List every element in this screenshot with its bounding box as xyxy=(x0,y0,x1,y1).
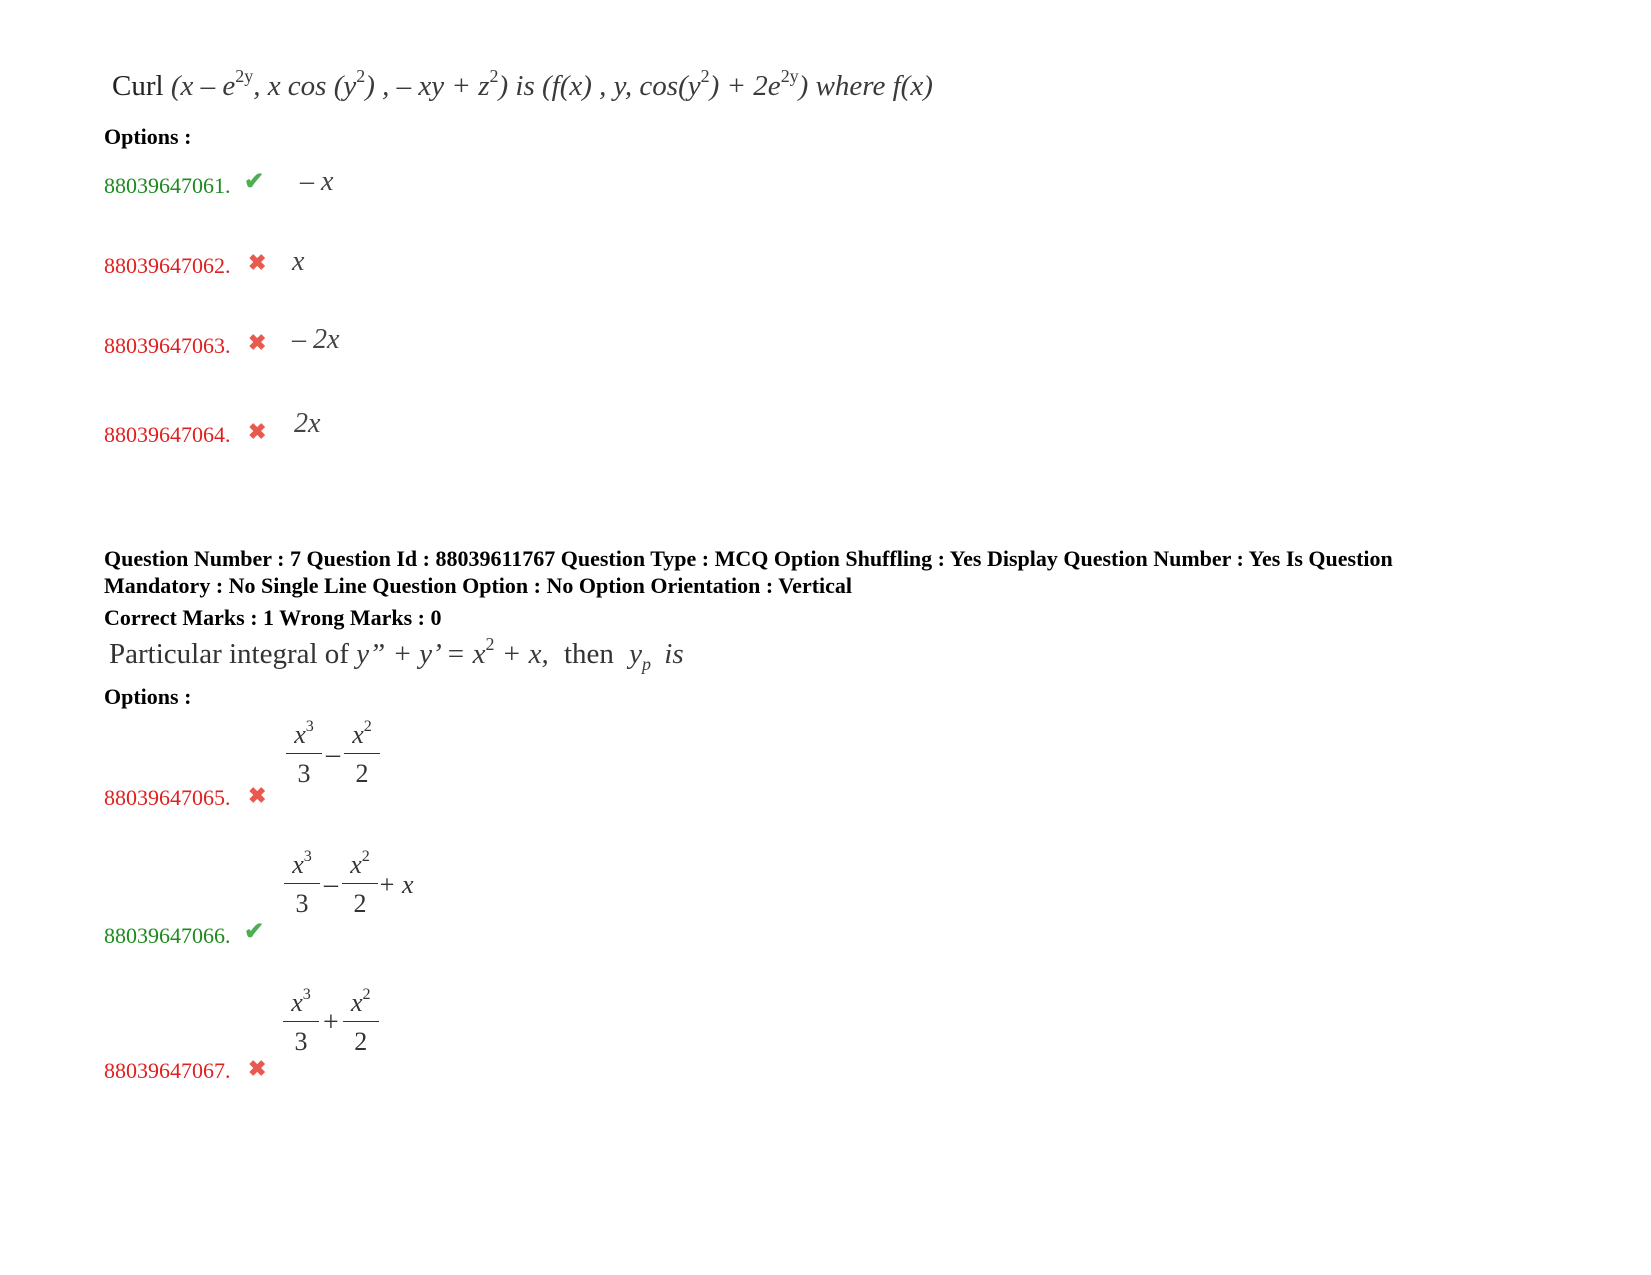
stem-part: ) , – xy + z xyxy=(365,70,490,102)
stem-exp: 2 xyxy=(700,65,710,86)
numerator: x xyxy=(352,720,364,749)
cross-icon: ✖ xyxy=(248,250,267,275)
exponent: 2 xyxy=(363,717,372,735)
option-id: 88039647062. xyxy=(104,253,231,278)
denominator: 2 xyxy=(355,759,369,788)
option-id: 88039647064. xyxy=(104,422,231,447)
question-1-stem xyxy=(112,65,933,102)
stem-part: , x cos (y xyxy=(253,70,357,102)
denominator: 3 xyxy=(295,889,309,918)
operator: – xyxy=(326,738,340,770)
meta-line: Mandatory : No Single Line Question Option : No Option Orientation : Vertical xyxy=(104,573,853,598)
fraction xyxy=(342,847,378,918)
stem-part: ) where f(x) xyxy=(798,70,933,102)
option-id: 88039647065. xyxy=(104,785,231,810)
exponent: 2 xyxy=(361,847,370,865)
check-icon: ✔ xyxy=(244,919,265,945)
fraction xyxy=(283,985,319,1056)
numerator: x xyxy=(292,850,304,879)
marks-line: Correct Marks : 1 Wrong Marks : 0 xyxy=(104,605,442,630)
option-answer: – x xyxy=(300,166,334,197)
question-2-stem xyxy=(109,633,684,674)
numerator: x xyxy=(350,850,362,879)
stem-part: ) is (f(x) , y, cos(y xyxy=(498,70,701,102)
option-id: 88039647066. xyxy=(104,923,231,948)
cross-icon: ✖ xyxy=(248,419,267,444)
option-answer: x xyxy=(292,246,305,277)
stem-then: then xyxy=(563,638,614,670)
stem-lead: Particular integral of xyxy=(109,638,349,670)
fraction xyxy=(286,717,322,788)
fraction xyxy=(284,847,320,918)
exponent: 3 xyxy=(302,985,311,1003)
stem-exp: 2 xyxy=(356,65,366,86)
option-id: 88039647061. xyxy=(104,173,231,198)
denominator: 3 xyxy=(297,759,311,788)
stem-part: ) + 2e xyxy=(709,70,781,102)
option-answer: 2x xyxy=(294,408,321,439)
extra-term: + x xyxy=(378,869,414,899)
numerator: x xyxy=(291,988,303,1017)
denominator: 2 xyxy=(353,889,367,918)
meta-line: Question Number : 7 Question Id : 88039611767 Question Type : MCQ Option Shuffling : Yes Display Question Number : Yes Is Question xyxy=(104,546,1393,571)
fraction xyxy=(343,985,379,1056)
denominator: 3 xyxy=(294,1027,308,1056)
check-icon: ✔ xyxy=(244,169,265,195)
denominator: 2 xyxy=(354,1027,368,1056)
stem-is: is xyxy=(664,638,684,670)
exponent: 3 xyxy=(305,717,314,735)
question-meta xyxy=(104,545,1564,599)
numerator: x xyxy=(294,720,306,749)
option-answer xyxy=(284,847,414,918)
options-label: Options : xyxy=(104,684,192,709)
exponent: 2 xyxy=(362,985,371,1003)
curl-label: Curl xyxy=(112,70,164,102)
option-answer xyxy=(286,717,380,788)
stem-y: y xyxy=(629,638,643,670)
stem-exp: 2y xyxy=(780,65,799,86)
cross-icon: ✖ xyxy=(248,1056,267,1081)
stem-exp: 2 xyxy=(485,633,495,654)
numerator: x xyxy=(350,988,363,1017)
cross-icon: ✖ xyxy=(248,783,267,808)
option-id: 88039647063. xyxy=(104,333,231,358)
stem-eq: y” + y’ = x xyxy=(356,638,486,670)
stem-sub: p xyxy=(642,653,652,674)
option-answer: – 2x xyxy=(292,324,340,355)
operator: – xyxy=(324,868,338,900)
stem-part: (x – e xyxy=(170,70,236,102)
stem-exp: 2 xyxy=(489,65,499,86)
cross-icon: ✖ xyxy=(248,330,267,355)
option-id: 88039647067. xyxy=(104,1058,231,1083)
stem-exp: 2y xyxy=(235,65,254,86)
operator: + xyxy=(323,1006,339,1038)
fraction xyxy=(344,717,380,788)
exponent: 3 xyxy=(303,847,312,865)
option-answer xyxy=(283,985,379,1056)
stem-eq: + x, xyxy=(494,638,549,670)
options-label: Options : xyxy=(104,124,192,149)
